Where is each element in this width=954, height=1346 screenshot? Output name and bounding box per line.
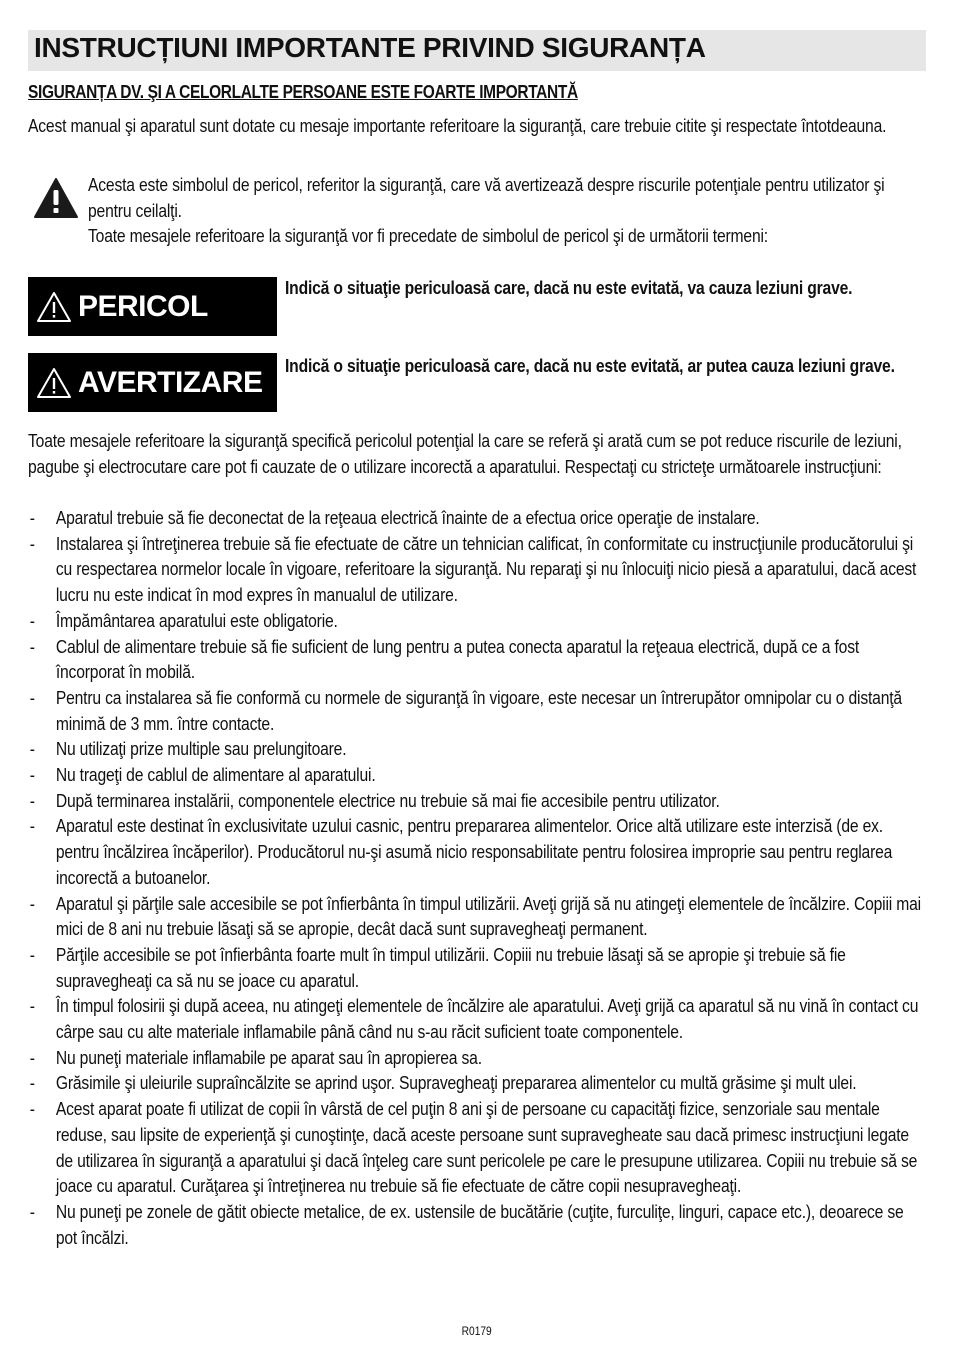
warning-triangle-icon: [33, 177, 79, 219]
symbol-explanation-line1: Acesta este simbolul de pericol, referitor la siguranţă, care vă avertizează despre riscurile potenţiale pentru utilizator şi pentru ceilalţi.: [88, 175, 885, 221]
label-pericol: [28, 277, 277, 336]
page-title: INSTRUCȚIUNI IMPORTANTE PRIVIND SIGURANȚA: [34, 32, 706, 63]
section-subtitle: SIGURANȚA DV. ŞI A CELORLALTE PERSOANE ESTE FOARTE IMPORTANTĂ: [28, 82, 578, 102]
list-item: - După terminarea instalării, componentele electrice nu trebuie să mai fie accesibile pentru utilizator.: [28, 789, 924, 815]
page-footer: [0, 1324, 954, 1338]
list-item: - Aparatul este destinat în exclusivitate uzului casnic, pentru prepararea alimentelor. Orice altă utilizare este interzisă (de ex. pentru încălzirea încăperilor). Producătorul nu-şi asumă nicio responsabilitate pentru folosirea improprie sau pentru reglarea incorectă a butoanelor.: [28, 814, 924, 891]
label-description: Indică o situaţie periculoasă care, dacă nu este evitată, va cauza leziuni grave.: [285, 278, 853, 298]
list-item: - În timpul folosirii şi după aceea, nu atingeţi elementele de încălzire ale aparatului. Aveţi grijă ca aparatul să nu vină în contact cu cârpe sau cu alte materiale inflamabile până când nu s-au răcit suficient toate componentele.: [28, 994, 924, 1045]
list-item: - Nu utilizaţi prize multiple sau prelungitoare.: [28, 737, 924, 763]
list-item: - Nu trageţi de cablul de alimentare al aparatului.: [28, 763, 924, 789]
list-item: - Instalarea şi întreţinerea trebuie să fie efectuate de către un tehnician calificat, în conformitate cu instrucţiunile producătorului şi cu respectarea normelor locale în vigoare, referitoare la siguranţă. Nu reparaţi şi nu înlocuiţi nicio piesă a aparatului, dacă acest lucru nu este indicat în mod expres în manualul de utilizare.: [28, 532, 924, 609]
list-item: - Părţile accesibile se pot înfierbânta foarte mult în timpul utilizării. Copiii nu trebuie lăsaţi să se apropie şi trebuie să fie supravegheaţi ca să nu se joace cu aparatul.: [28, 943, 924, 994]
symbol-explanation-line2: Toate mesajele referitoare la siguranţă vor fi precedate de simbolul de pericol şi de următorii termeni:: [88, 226, 768, 247]
list-item: - Împământarea aparatului este obligatorie.: [28, 609, 924, 635]
list-item: - Pentru ca instalarea să fie conformă cu normele de siguranţă în vigoare, este necesar un întrerupător omnipolar cu o distanţă minimă de 3 mm. între contacte.: [28, 686, 924, 737]
instructions-list: [28, 506, 924, 1251]
warning-outline-icon: [36, 367, 72, 399]
title-bar: [28, 30, 926, 71]
warning-outline-icon: [36, 291, 72, 323]
list-item: - Aparatul trebuie să fie deconectat de la reţeaua electrică înainte de a efectua orice operaţie de instalare.: [28, 506, 924, 532]
list-item: - Nu puneţi pe zonele de gătit obiecte metalice, de ex. ustensile de bucătărie (cuţite, furculiţe, linguri, capace etc.), deoarece se pot încălzi.: [28, 1200, 924, 1251]
label-term: AVERTIZARE: [78, 365, 263, 399]
list-item: - Nu puneţi materiale inflamabile pe aparat sau în apropierea sa.: [28, 1046, 924, 1072]
list-item: - Cablul de alimentare trebuie să fie suficient de lung pentru a putea conecta aparatul la reţeaua electrică, după ce a fost încorporat în mobilă.: [28, 635, 924, 686]
label-avertizare: [28, 353, 277, 412]
symbol-explanation: [88, 173, 923, 250]
document-code: R0179: [461, 1324, 493, 1338]
label-term: PERICOL: [78, 289, 208, 323]
list-item: - Acest aparat poate fi utilizat de copii în vârstă de cel puţin 8 ani şi de persoane cu capacităţi fizice, senzoriale sau mentale reduse, sau lipsite de experienţă şi cunoştinţe, dacă aceste persoane sunt supravegheate sau dacă primesc instrucţiuni legate de utilizarea în siguranţă a aparatului şi dacă înţeleg care sunt pericolele pe care le presupune utilizarea. Copiii nu trebuie să se joace cu aparatul. Curăţarea şi întreţinerea nu trebuie să fie efectuate de către copii nesupravegheaţi.: [28, 1097, 924, 1200]
list-item: - Aparatul şi părţile sale accesibile se pot înfierbânta în timpul utilizării. Aveţi grijă să nu atingeţi elementele de încălzire. Copiii mai mici de 8 ani nu trebuie lăsaţi să se apropie, decât dacă sunt supravegheaţi permanent.: [28, 892, 924, 943]
general-safety-text: Toate mesajele referitoare la siguranţă specifică pericolul potenţial la care se referă şi arată cum se pot reduce riscurile de leziuni, pagube şi electrocutare care pot fi cauzate de o utilizare incorectă a aparatului. Respectaţi cu stricteţe următoarele instrucţiuni:: [28, 431, 902, 477]
label-description: Indică o situaţie periculoasă care, dacă nu este evitată, ar putea cauza leziuni grave.: [285, 356, 895, 376]
list-item: - Grăsimile şi uleiurile supraîncălzite se aprind uşor. Supravegheaţi prepararea alimentelor cu multă grăsime şi mult ulei.: [28, 1071, 924, 1097]
intro-paragraph: Acest manual şi aparatul sunt dotate cu mesaje importante referitoare la siguranţă, care trebuie citite şi respectate întotdeauna.: [28, 116, 887, 136]
